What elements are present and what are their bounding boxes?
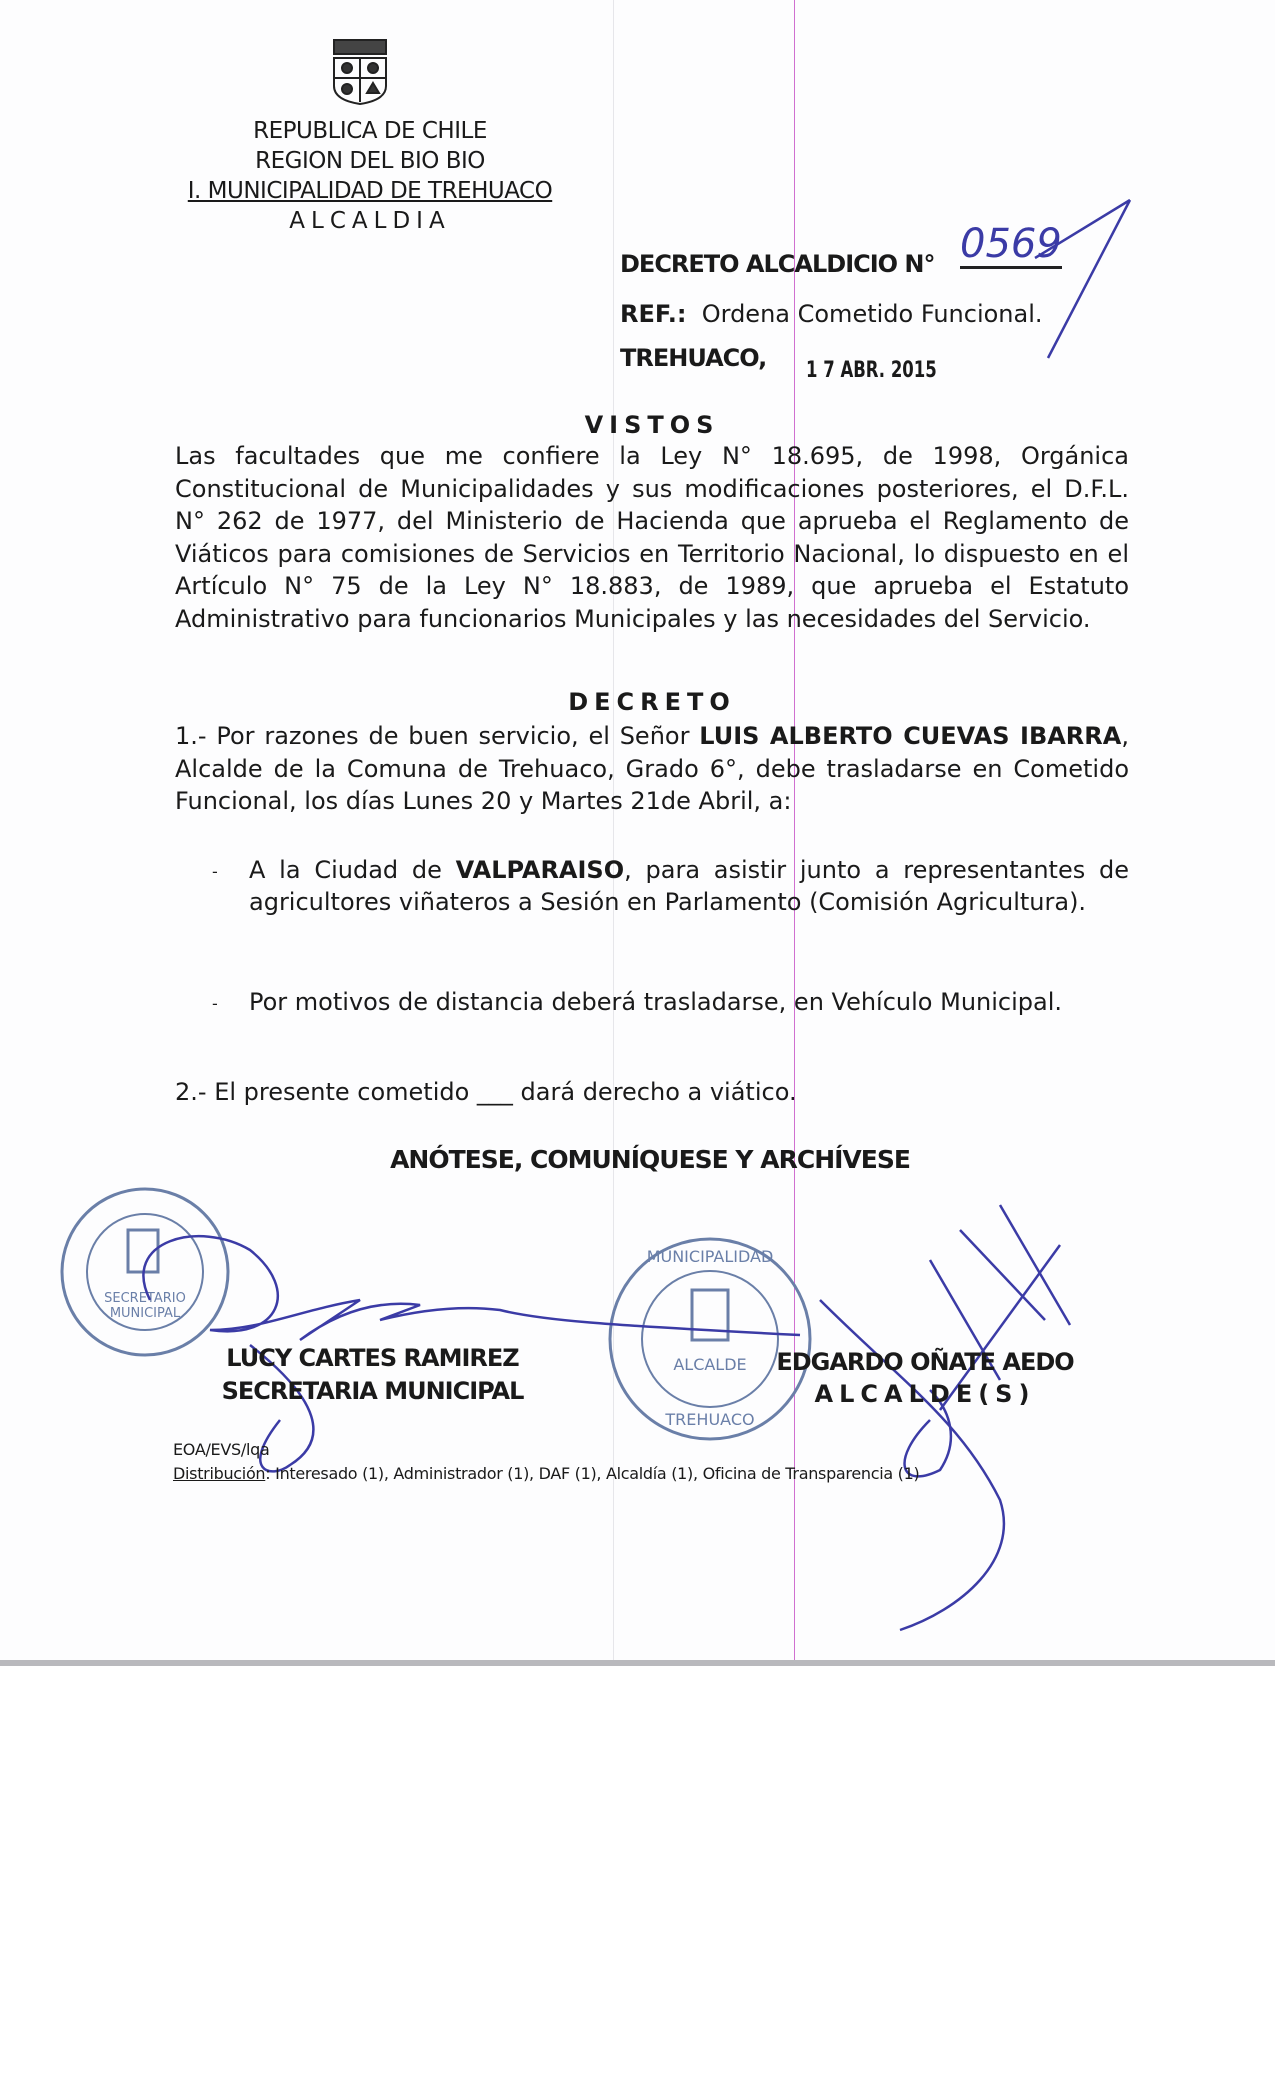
svg-text:MUNICIPALIDAD: MUNICIPALIDAD — [646, 1247, 774, 1266]
place: TREHUACO, — [620, 344, 767, 372]
bullet1-text: A la Ciudad de — [249, 856, 456, 884]
decreto-item-2: 2.- El presente cometido ___ dará derecho a viático. — [175, 1078, 797, 1106]
destination-city: VALPARAISO — [455, 856, 625, 884]
bullet-2: Por motivos de distancia deberá trasladarse, en Vehículo Municipal. — [249, 988, 1063, 1016]
decree-number: 0569 — [960, 221, 1062, 267]
svg-text:TREHUACO: TREHUACO — [665, 1410, 755, 1429]
secretary-name: LUCY CARTES RAMIREZ — [226, 1344, 519, 1372]
ref-text: Ordena Cometido Funcional. — [701, 300, 1043, 328]
page-edge — [0, 1660, 1275, 1666]
distribution-list: : Interesado (1), Administrador (1), DAF (1), Alcaldía (1), Oficina de Transparencia (1) — [265, 1464, 920, 1483]
mayor-name: EDGARDO OÑATE AEDO — [776, 1348, 1074, 1376]
bullet-1 — [249, 854, 1129, 918]
header-municipality: I. MUNICIPALIDAD DE TREHUACO — [187, 178, 553, 204]
header-republic: REPUBLICA DE CHILE — [253, 118, 487, 144]
initials: EOA/EVS/lqa — [173, 1440, 270, 1459]
ref-label: REF.: — [620, 300, 687, 328]
svg-text:ALCALDE: ALCALDE — [673, 1355, 747, 1374]
svg-text:MUNICIPAL: MUNICIPAL — [109, 1306, 181, 1321]
bullet1-text-end: , para asistir junto a representantes de agricultores viñateros a Sesión en Parlamento (Comisión Agricultura). — [249, 856, 1130, 916]
item1-text: 1.- Por razones de buen servicio, el Señor — [175, 722, 700, 750]
bullet-marker: - — [212, 994, 218, 1013]
decreto-item-1 — [175, 720, 1129, 818]
item1-text-end: , Alcalde de la Comuna de Trehuaco, Grado 6°, debe trasladarse en Cometido Funcional, los días Lunes 20 y Martes 21de Abril, a: — [175, 722, 1129, 815]
mayor-role: ALCALDE(S) — [814, 1380, 1036, 1408]
margin-line — [794, 0, 795, 1660]
bullet-marker: - — [212, 862, 218, 881]
official-name: LUIS ALBERTO CUEVAS IBARRA — [699, 722, 1122, 750]
secretary-role: SECRETARIA MUNICIPAL — [221, 1377, 524, 1405]
stamp-left-text: SECRETARIO — [104, 1291, 186, 1306]
closing-formula: ANÓTESE, COMUNÍQUESE Y ARCHÍVESE — [390, 1145, 910, 1174]
date-stamp: 1 7 ABR. 2015 — [806, 358, 937, 383]
header-region: REGION DEL BIO BIO — [255, 148, 485, 174]
distribution-label: Distribución — [173, 1464, 266, 1483]
header-alcaldia: ALCALDIA — [289, 208, 451, 234]
decreto-title: DECRETO — [568, 688, 736, 716]
distribution — [173, 1464, 919, 1483]
vistos-text: Las facultades que me confiere la Ley N° 18.695, de 1998, Orgánica Constitucional de Municipalidades y sus modificaciones posteriores, el D.F.L. N° 262 de 1977, del Ministerio de Hacienda que aprueba el Reglamento de Viáticos para comisiones de Servicios en Territorio Nacional, lo dispuesto en el Artículo N° 75 de la Ley N° 18.883, de 1989, que aprueba el Estatuto Administrativo para funcionarios Municipales y las necesidades del Servicio. — [175, 442, 1129, 633]
scan-line — [613, 0, 614, 1660]
ref-line — [620, 300, 1043, 328]
vistos-title: VISTOS — [584, 411, 720, 439]
decree-label: DECRETO ALCALDICIO N° — [620, 250, 935, 278]
